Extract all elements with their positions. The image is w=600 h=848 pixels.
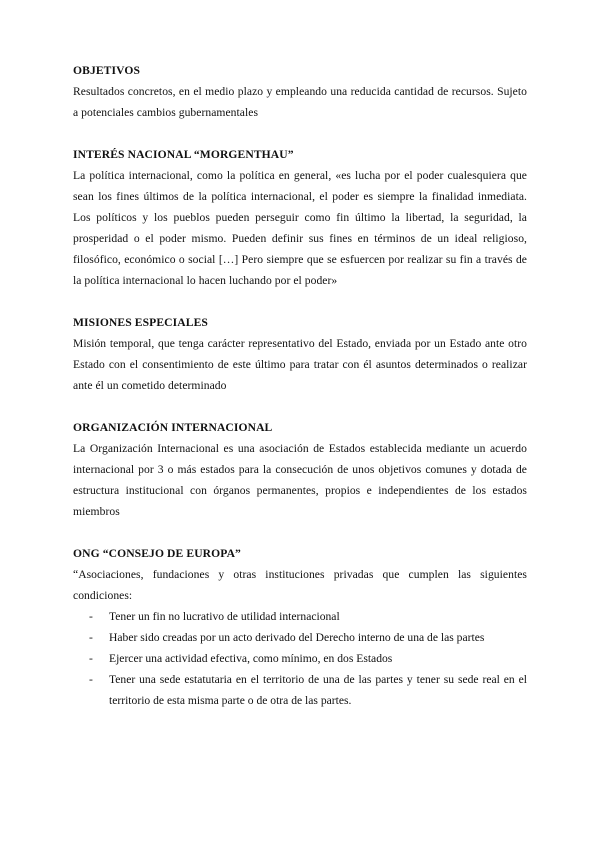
section-ong-consejo-de-europa [73,543,527,711]
list-item-text: Ejercer una actividad efectiva, como mínimo, en dos Estados [109,652,393,665]
section-text: La Organización Internacional es una asociación de Estados establecida mediante un acuerdo internacional por 3 o más estados para la consecución de unos objetivos comunes y dotada de estructura institucional con órganos permanentes, propios e independientes de los estados miembros [73,442,527,518]
dash-marker: - [89,652,93,665]
list-item [73,669,527,711]
dash-marker: - [89,673,93,686]
section-heading: INTERÉS NACIONAL “MORGENTHAU” [73,148,294,161]
section-interes-nacional [73,144,527,291]
section-organizacion-internacional [73,417,527,522]
section-objetivos [73,60,527,123]
list-item-text: Tener un fin no lucrativo de utilidad internacional [109,610,340,623]
section-heading: ORGANIZACIÓN INTERNACIONAL [73,421,273,434]
list-item [73,606,527,627]
dash-marker: - [89,610,93,623]
list-item [73,648,527,669]
list-item-text: Haber sido creadas por un acto derivado del Derecho interno de una de las partes [109,631,485,644]
section-heading: MISIONES ESPECIALES [73,316,208,329]
document-page [73,60,527,711]
section-text: “Asociaciones, fundaciones y otras instituciones privadas que cumplen las siguientes condiciones: [73,568,527,602]
section-misiones-especiales [73,312,527,396]
dash-marker: - [89,631,93,644]
spacer [73,291,527,312]
list-item-text: Tener una sede estatutaria en el territorio de una de las partes y tener su sede real en el territorio de esta misma parte o de otra de las partes. [109,673,527,707]
conditions-list [73,606,527,711]
list-item [73,627,527,648]
section-heading: OBJETIVOS [73,64,141,77]
spacer [73,522,527,543]
section-text: Misión temporal, que tenga carácter representativo del Estado, enviada por un Estado ante otro Estado con el consentimiento de este último para tratar con él asuntos determinados o realizar ante él un cometido determinado [73,337,527,392]
section-heading: ONG “CONSEJO DE EUROPA” [73,547,241,560]
section-text: La política internacional, como la política en general, «es lucha por el poder cualesquiera que sean los fines últimos de la política internacional, el poder es siempre la finalidad inmediata. Los políticos y los pueblos pueden perseguir como fin último la libertad, la seguridad, la prosperidad o el poder mismo. Pueden definir sus fines en términos de un ideal religioso, filosófico, económico o social […] Pero siempre que se esfuercen por realizar su fin a través de la política internacional lo hacen luchando por el poder» [73,169,527,287]
section-text: Resultados concretos, en el medio plazo y empleando una reducida cantidad de recursos. Sujeto a potenciales cambios gubernamentales [73,85,527,119]
spacer [73,396,527,417]
spacer [73,123,527,144]
